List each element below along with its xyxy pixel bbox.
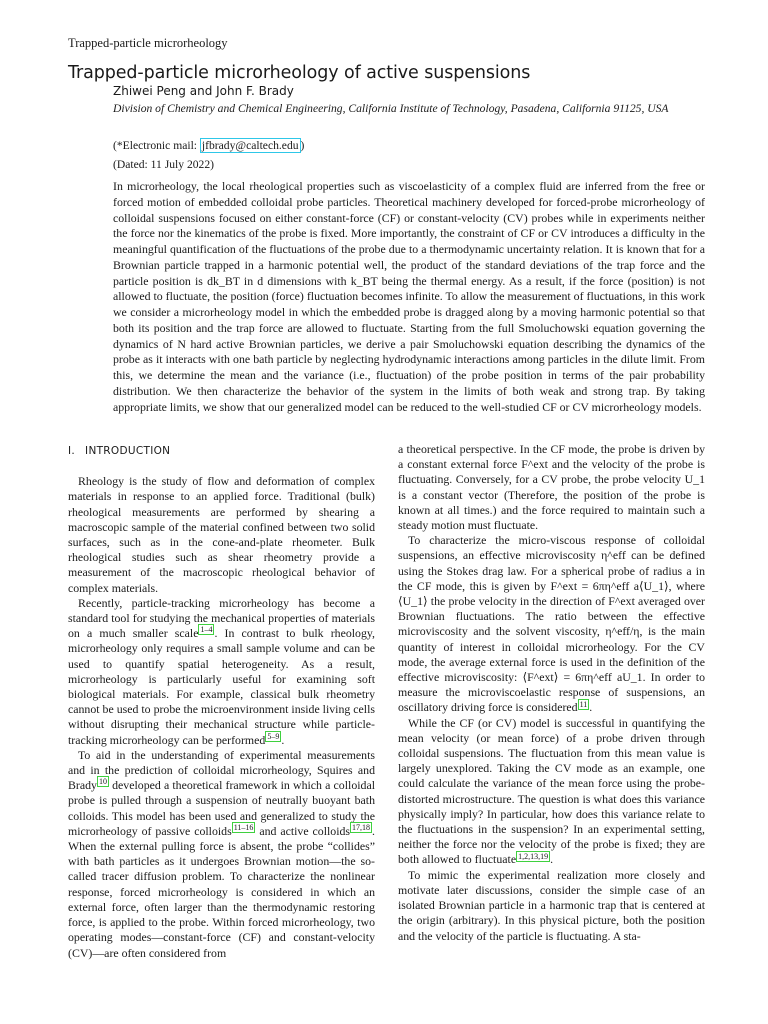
paper-title: Trapped-particle microrheology of active suspensions bbox=[68, 63, 531, 83]
citation-link[interactable]: 10 bbox=[98, 777, 107, 787]
paragraph bbox=[398, 533, 705, 715]
left-column bbox=[68, 442, 375, 961]
abstract bbox=[113, 179, 705, 415]
paragraph: a theoretical perspective. In the CF mode, the probe is driven by a constant external force F^ext and the velocity of the probe is fluctuating. Conversely, for a CV probe, the probe velocity U_1 is a constant vector (Therefore, the position of the probe is known at all times.) and the force required to maintain such a steady motion must fluctuate. bbox=[398, 442, 705, 533]
email-suffix: ) bbox=[300, 139, 305, 152]
paragraph: To mimic the experimental realization more closely and motivate later discussions, consider the simple case of an isolated Brownian particle in a harmonic trap that is centered at the origin (arbitrary). In this physical picture, both the position and the velocity of the particle is fluctuating. A sta- bbox=[398, 867, 705, 943]
paragraph bbox=[68, 596, 375, 748]
citation-link[interactable]: 1,2,13,19 bbox=[518, 851, 549, 861]
dated: (Dated: 11 July 2022) bbox=[113, 158, 214, 171]
authors: Zhiwei Peng and John F. Brady bbox=[113, 84, 294, 98]
running-title: Trapped-particle microrheology bbox=[68, 36, 228, 50]
paragraph bbox=[398, 716, 705, 868]
section-title: INTRODUCTION bbox=[85, 445, 171, 457]
paragraph-text: developed a theoretical framework in which a colloidal probe is pulled through a suspension of neutrally buoyant bath colloids. This model has been used and generalized to study the microrheology of passive colloids bbox=[68, 778, 375, 838]
citation-link[interactable]: 17,18 bbox=[352, 822, 371, 832]
paragraph-text: While the CF (or CV) model is successful in quantifying the mean velocity (or mean force) of a probe driven through colloidal suspensions. The fluctuation from this mean value is largely unexplored. Taking the CV mode as an example, one could calculate the variance of the mean force using the probe-distorted microstructure. The question is what does this variance physically imply? In particular, how does this variance relate to the fluctuations in the suspension? In an experimental setting, neither the force nor the velocity of the probe is fixed; they are both allowed to fluctuate bbox=[398, 715, 705, 867]
paragraph-text: . bbox=[281, 732, 285, 747]
citation-link[interactable]: 11 bbox=[579, 699, 588, 709]
paragraph-text: . bbox=[589, 700, 593, 715]
email-prefix: (*Electronic mail: bbox=[113, 139, 200, 152]
paragraph-text: . bbox=[550, 852, 554, 867]
paragraph-text: Recently, particle-tracking microrheology has become a standard tool for studying the mechanical properties of materials on a much smaller scale bbox=[68, 595, 375, 641]
citation-link[interactable]: 5–9 bbox=[267, 731, 280, 741]
section-number: I. bbox=[68, 445, 76, 457]
affiliation: Division of Chemistry and Chemical Engineering, California Institute of Technology, Pasadena, California 91125, USA bbox=[113, 102, 669, 115]
section-heading bbox=[68, 442, 375, 459]
paragraph-text: To characterize the micro-viscous response of colloidal suspensions, an effective microviscosity η^eff can be defined using the Stokes drag law. For a spherical probe of radius a in the CF mode, this is given by F^ext = 6πη^eff a⟨U_1⟩, where ⟨U_1⟩ the probe velocity in the direction of F^ext averaged over Brownian fluctuations. The ratio between the effective microviscosity and the solvent viscosity, η^eff/η, is the main quantity of interest in colloidal microrheology. For the CV mode, the average external force is used in the definition of the effective microviscosity: ⟨F^ext⟩ = 6πη^eff aU_1. In order to measure the microviscoelastic response of suspensions, an oscillatory driving force is considered bbox=[398, 533, 705, 715]
paragraph: Rheology is the study of flow and deformation of complex materials in response to an applied force. Traditional (bulk) rheological measurements are performed by shearing a macroscopic sample of the material confined between two solid surfaces, such as in the cone-and-plate rheometer. Bulk rheological studies such as shear rheometry provide a measurement of the macroscopic rheological behavior of complex materials. bbox=[68, 474, 375, 595]
paragraph bbox=[68, 748, 375, 961]
paragraph-text: and active colloids bbox=[255, 823, 351, 838]
paragraph-text: . In contrast to bulk rheology, microrheology only requires a small sample volume and can be used to quantify spatial heterogeneity. As a result, microrheology is particularly useful for examining soft biological materials. For example, classical bulk rheometry cannot be used to probe the microenvironment inside living cells without disrupting their mechanical structure while particle-tracking microrheology can be performed bbox=[68, 626, 375, 747]
paragraph-text: . When the external pulling force is absent, the probe “collides” with bath particles as it undergoes Brownian motion—the so-called tracer diffusion problem. To characterize the nonlinear response, forced microrheology is considered in which an external force, often larger than the thermodynamic restoring force, is applied to the probe. Within forced microrheology, two operating modes—constant-force (CF) and constant-velocity (CV)—are often considered from bbox=[68, 823, 375, 960]
abstract-text: In microrheology, the local rheological properties such as viscoelasticity of a complex fluid are inferred from the free or forced motion of embedded colloidal probe particles. Theoretical machinery developed for forced-probe microrheology of colloidal suspensions focused on either constant-force (CF) or constant-velocity (CV) probes while in experiments neither the force nor the kinematics of the probe is fixed. More importantly, the constraint of CF or CV introduces a difficulty in the meaningful quantification of the fluctuations of the probe due to a thermodynamic uncertainty relation. It is known that for a Brownian particle trapped in a harmonic potential well, the product of the standard deviations of the trap force and the particle position is dk_BT in d dimensions with k_BT being the thermal energy. As a result, if the force (position) is not allowed to fluctuate, the position (force) fluctuation becomes infinite. To allow the measurement of fluctuations, in this work we consider a microrheology model in which the embedded probe is dragged along by a moving harmonic potential so that both its position and the trap force are allowed to fluctuate. Starting from the full Smoluchowski equation governing the dynamics of N hard active Brownian particles, we derive a pair Smoluchowski equation describing the dynamics of the probe as it interacts with one bath particle by neglecting hydrodynamic interactions among particles in the dilute limit. From this, we determine the mean and the variance (i.e., fluctuation) of the probe position in terms of the pair probability distribution. We then characterize the behavior of the system in the limits of both weak and strong trap. By taking appropriate limits, we show that our generalized model can be reduced to the well-studied CF or CV microrheology models. bbox=[113, 179, 705, 414]
citation-link[interactable]: 1–4 bbox=[200, 625, 213, 635]
email-link[interactable]: jfbrady@caltech.edu bbox=[201, 139, 299, 152]
citation-link[interactable]: 11–16 bbox=[233, 822, 254, 832]
right-column bbox=[398, 442, 705, 944]
paragraph-text: To aid in the understanding of experimental measurements and in the prediction of colloidal microrheology, Squires and Brady bbox=[68, 747, 375, 793]
email-line bbox=[113, 139, 304, 152]
